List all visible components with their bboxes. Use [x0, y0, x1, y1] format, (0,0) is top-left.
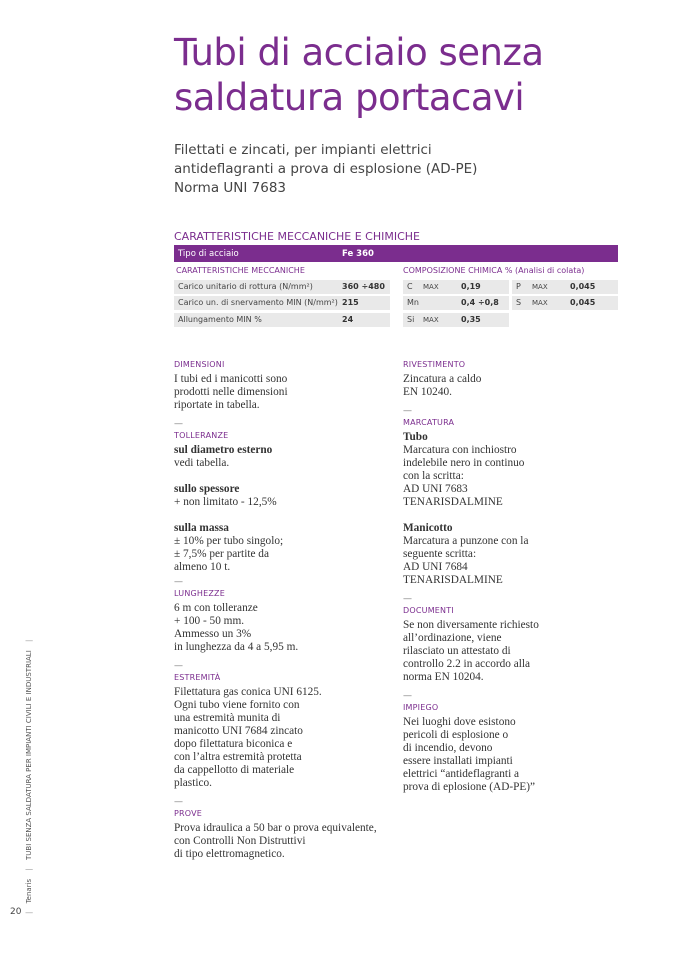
paragraph-line: all’ordinazione, viene: [403, 632, 502, 644]
chem-value: 0,35: [461, 315, 481, 324]
section-heading: DOCUMENTI: [403, 606, 454, 615]
right-column: [403, 360, 623, 794]
paragraph-line: AD UNI 7683: [403, 483, 468, 495]
mech-value: 360 ÷480: [342, 282, 385, 291]
chem-element: C: [407, 282, 413, 291]
section-heading: PROVE: [174, 809, 203, 818]
chem-row: [403, 296, 509, 310]
paragraph-line: norma EN 10204.: [403, 671, 484, 683]
footer-running-title: TUBI SENZA SALDATURA PER IMPIANTI CIVILI E INDUSTRIALI: [25, 650, 33, 860]
section-divider: —: [403, 691, 412, 701]
paragraph-line: di incendio, devono: [403, 742, 493, 754]
footer-divider: |: [25, 911, 33, 914]
section-heading: MARCATURA: [403, 418, 455, 427]
section-heading: TOLLERANZE: [174, 431, 229, 440]
mech-value: 215: [342, 298, 359, 307]
section-divider: —: [174, 797, 183, 807]
chem-value: 0,045: [570, 298, 596, 307]
paragraph-subhead: sullo spessore: [174, 483, 240, 495]
paragraph-line: AD UNI 7684: [403, 561, 468, 573]
section-heading: ESTREMITÀ: [174, 673, 221, 682]
running-footer: [25, 634, 33, 920]
chem-max: MAX: [423, 316, 439, 324]
paragraph-line: prodotti nelle dimensioni: [174, 386, 288, 398]
chem-value: 0,4 ÷0,8: [461, 298, 499, 307]
paragraph-line: EN 10240.: [403, 386, 452, 398]
paragraph-line: Ogni tubo viene fornito con: [174, 699, 300, 711]
chem-value: 0,045: [570, 282, 596, 291]
mech-row: [174, 280, 390, 294]
paragraph-line: pericoli di esplosione o: [403, 729, 509, 741]
left-column: [174, 360, 396, 861]
steel-type-value: Fe 360: [342, 249, 374, 259]
paragraph-line: con la scritta:: [403, 470, 464, 482]
paragraph-line: + 100 - 50 mm.: [174, 615, 245, 627]
mech-label: Carico un. di snervamento MIN (N/mm²): [178, 298, 338, 307]
paragraph-line: manicotto UNI 7684 zincato: [174, 725, 303, 737]
chem-element: Mn: [407, 298, 419, 307]
paragraph-line: ± 10% per tubo singolo;: [174, 535, 284, 547]
paragraph-line: da cappellotto di materiale: [174, 764, 295, 776]
footer-divider: |: [25, 639, 33, 642]
footer-divider: |: [25, 868, 33, 871]
paragraph-line: di tipo elettromagnetico.: [174, 848, 285, 860]
page-number: 20: [10, 907, 22, 917]
mech-heading: CARATTERISTICHE MECCANICHE: [176, 266, 305, 275]
subtitle-line: Norma UNI 7683: [174, 180, 286, 196]
chem-max: MAX: [532, 283, 548, 291]
paragraph-line: in lunghezza da 4 a 5,95 m.: [174, 641, 299, 653]
paragraph-line: Ammesso un 3%: [174, 628, 252, 640]
chem-row: [403, 313, 509, 327]
paragraph-line: 6 m con tolleranze: [174, 602, 258, 614]
chem-max: MAX: [532, 299, 548, 307]
paragraph-line: essere installati impianti: [403, 755, 513, 767]
paragraph-line: riportate in tabella.: [174, 399, 260, 411]
chem-row: [403, 280, 509, 294]
title-line: saldatura portacavi: [174, 76, 525, 119]
paragraph-line: rilasciato un attestato di: [403, 645, 511, 657]
steel-type-label: Tipo di acciaio: [178, 249, 239, 259]
chem-heading: COMPOSIZIONE CHIMICA % (Analisi di colata): [403, 266, 585, 275]
section-heading: LUNGHEZZE: [174, 589, 225, 598]
chem-max: MAX: [423, 283, 439, 291]
paragraph-line: dopo filettatura biconica e: [174, 738, 293, 750]
page-title: [174, 30, 654, 120]
mech-row: [174, 313, 390, 327]
paragraph-subhead: Tubo: [403, 431, 428, 443]
section-divider: —: [174, 577, 183, 587]
chem-value: 0,19: [461, 282, 481, 291]
paragraph-line: una estremità munita di: [174, 712, 281, 724]
paragraph-subhead: sulla massa: [174, 522, 229, 534]
section-divider: —: [174, 661, 183, 671]
paragraph-line: Se non diversamente richiesto: [403, 619, 539, 631]
chem-row: [512, 280, 618, 294]
chem-element: P: [516, 282, 521, 291]
subtitle-line: Filettati e zincati, per impianti elettrici: [174, 142, 432, 158]
mech-value: 24: [342, 315, 354, 324]
paragraph-line: prova di eplosione (AD-PE)”: [403, 781, 536, 793]
chem-row: [512, 296, 618, 310]
chem-element: Si: [407, 315, 415, 324]
paragraph-line: almeno 10 t.: [174, 561, 231, 573]
steel-type-bar: [174, 246, 618, 262]
mech-row: [174, 296, 390, 310]
paragraph-line: con l’altra estremità protetta: [174, 751, 302, 763]
section-heading: IMPIEGO: [403, 703, 439, 712]
chem-element: S: [516, 298, 522, 307]
page-subtitle: [174, 141, 634, 198]
section-divider: —: [403, 594, 412, 604]
footer-brand: Tenaris: [25, 878, 33, 904]
paragraph-line: controllo 2.2 in accordo alla: [403, 658, 531, 670]
paragraph-line: I tubi ed i manicotti sono: [174, 373, 288, 385]
paragraph-line: Zincatura a caldo: [403, 373, 482, 385]
paragraph-line: Marcatura a punzone con la: [403, 535, 529, 547]
title-line: Tubi di acciaio senza: [174, 31, 544, 74]
specs-section-title: CARATTERISTICHE MECCANICHE E CHIMICHE: [174, 230, 618, 246]
paragraph-subhead: sul diametro esterno: [174, 444, 273, 456]
paragraph-subhead: Manicotto: [403, 522, 453, 534]
paragraph-line: plastico.: [174, 777, 212, 789]
paragraph-line: + non limitato - 12,5%: [174, 496, 277, 508]
mech-label: Carico unitario di rottura (N/mm²): [178, 282, 313, 291]
mech-label: Allungamento MIN %: [178, 315, 262, 324]
paragraph-line: indelebile nero in continuo: [403, 457, 525, 469]
paragraph-line: TENARISDALMINE: [403, 496, 503, 508]
section-heading: RIVESTIMENTO: [403, 360, 466, 369]
paragraph-line: Filettatura gas conica UNI 6125.: [174, 686, 322, 698]
paragraph-line: Prova idraulica a 50 bar o prova equivalente,: [174, 822, 377, 834]
paragraph-line: ± 7,5% per partite da: [174, 548, 269, 560]
section-heading: DIMENSIONI: [174, 360, 225, 369]
paragraph-line: vedi tabella.: [174, 457, 230, 469]
section-divider: —: [403, 406, 412, 416]
paragraph-line: TENARISDALMINE: [403, 574, 503, 586]
section-divider: —: [174, 419, 183, 429]
paragraph-line: Marcatura con inchiostro: [403, 444, 517, 456]
subtitle-line: antideflagranti a prova di esplosione (AD-PE): [174, 161, 478, 177]
paragraph-line: elettrici “antideflagranti a: [403, 768, 520, 780]
paragraph-line: Nei luoghi dove esistono: [403, 716, 516, 728]
paragraph-line: con Controlli Non Distruttivi: [174, 835, 306, 847]
paragraph-line: seguente scritta:: [403, 548, 477, 560]
